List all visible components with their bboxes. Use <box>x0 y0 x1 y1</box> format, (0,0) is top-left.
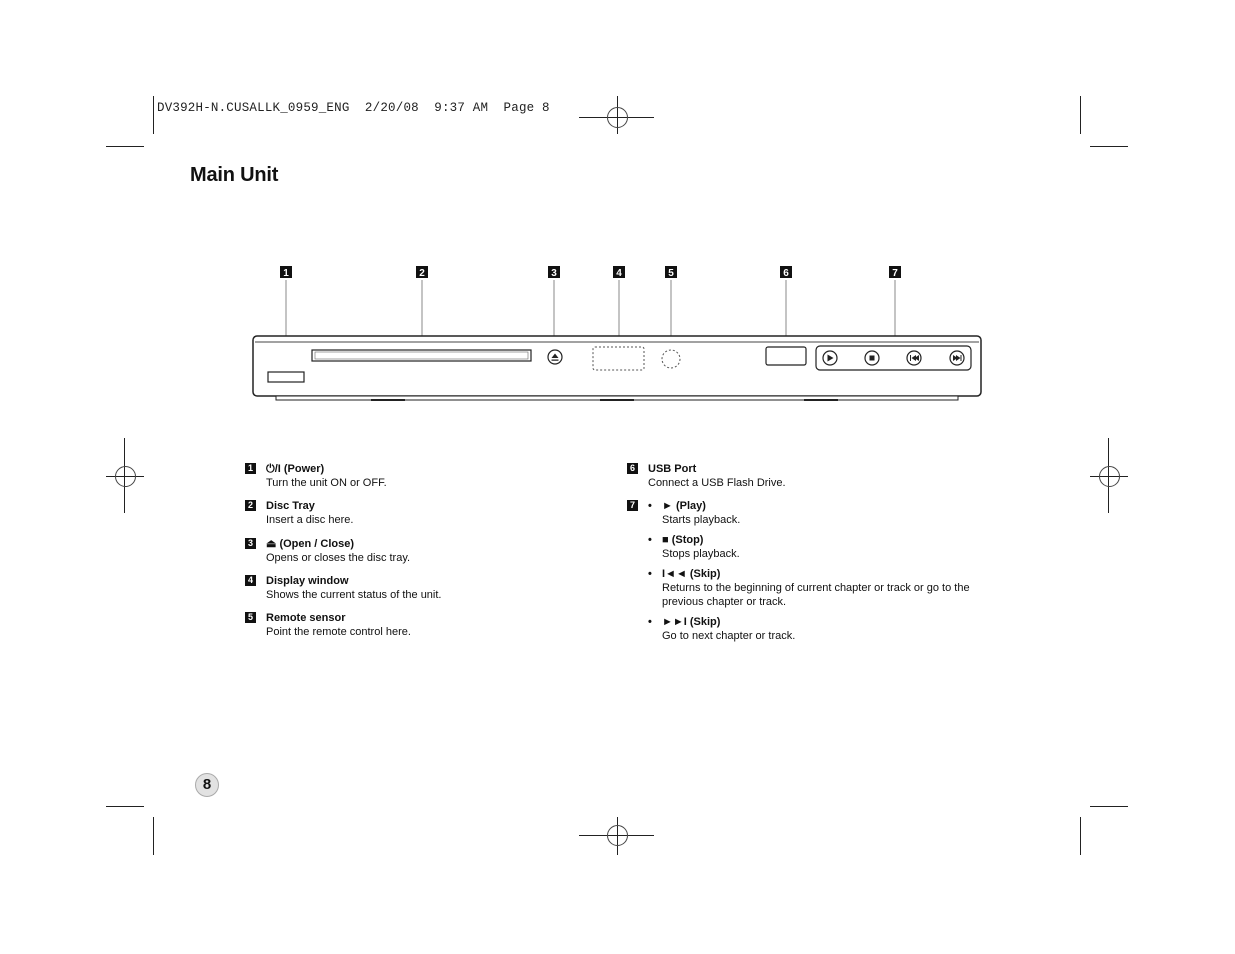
bullet-title: ► (Play) <box>662 500 706 512</box>
item-number-box: 6 <box>627 463 638 474</box>
item-title: ⏏ (Open / Close) <box>266 538 355 550</box>
callout-number-6: 6 <box>783 268 789 279</box>
item-title: ⏻/I (Power) <box>266 463 325 475</box>
bullet-description: Stops playback. <box>662 548 740 560</box>
bullet-description: Starts playback. <box>662 514 741 526</box>
bullet-title: ■ (Stop) <box>662 534 704 546</box>
bullet-play <box>648 499 977 527</box>
control-buttons-panel <box>816 346 971 370</box>
item-description: Shows the current status of the unit. <box>266 589 442 601</box>
item-title: Display window <box>266 575 349 587</box>
item-number-box: 1 <box>245 463 256 474</box>
item-power <box>245 462 575 490</box>
callout-number-1: 1 <box>283 268 289 279</box>
bullet-title: ►►I (Skip) <box>662 616 721 628</box>
item-number-box: 3 <box>245 538 256 549</box>
power-button-shape <box>268 372 304 382</box>
bullet-description: Go to next chapter or track. <box>662 630 796 642</box>
callout-number-4: 4 <box>616 268 622 279</box>
item-remote-sensor <box>245 611 575 639</box>
usb-port-shape <box>766 347 806 365</box>
bullet-title: I◄◄ (Skip) <box>662 568 721 580</box>
bullet-dot: • <box>648 534 652 546</box>
callout-number-2: 2 <box>419 268 425 279</box>
bullet-dot: • <box>648 568 652 580</box>
item-display-window <box>245 574 575 602</box>
print-header: DV392H-N.CUSALLK_0959_ENG 2/20/08 9:37 AM Page 8 <box>157 101 550 115</box>
callout-number-3: 3 <box>551 268 557 279</box>
bullet-dot: • <box>648 500 652 512</box>
item-control-buttons <box>627 499 977 643</box>
item-number-box: 7 <box>627 500 638 511</box>
item-description: Connect a USB Flash Drive. <box>648 477 786 489</box>
descriptions-left <box>245 462 575 639</box>
callout-boxes <box>280 266 901 278</box>
bullet-skip-back <box>648 567 977 609</box>
item-number-box: 4 <box>245 575 256 586</box>
bullet-dot: • <box>648 616 652 628</box>
page-title: Main Unit <box>190 164 279 186</box>
item-title: Disc Tray <box>266 500 315 512</box>
item-title: Remote sensor <box>266 612 346 624</box>
item-usb-port <box>627 462 977 490</box>
page-number: 8 <box>195 773 219 797</box>
item-title: USB Port <box>648 463 697 475</box>
disc-tray-slot <box>312 350 531 361</box>
item-number-box: 2 <box>245 500 256 511</box>
item-description: Insert a disc here. <box>266 514 354 526</box>
item-description: Turn the unit ON or OFF. <box>266 477 387 489</box>
bullet-stop <box>648 533 977 561</box>
bullet-description: Returns to the beginning of current chapter or track or go to the previous chapter or track. <box>662 582 970 608</box>
item-description: Point the remote control here. <box>266 626 411 638</box>
bullet-skip-forward <box>648 615 977 643</box>
item-description: Opens or closes the disc tray. <box>266 552 411 564</box>
item-open-close <box>245 537 575 565</box>
item-disc-tray <box>245 499 575 527</box>
descriptions-right <box>627 462 977 649</box>
callout-number-5: 5 <box>668 268 674 279</box>
item-number-box: 5 <box>245 612 256 623</box>
callout-number-7: 7 <box>892 268 898 279</box>
